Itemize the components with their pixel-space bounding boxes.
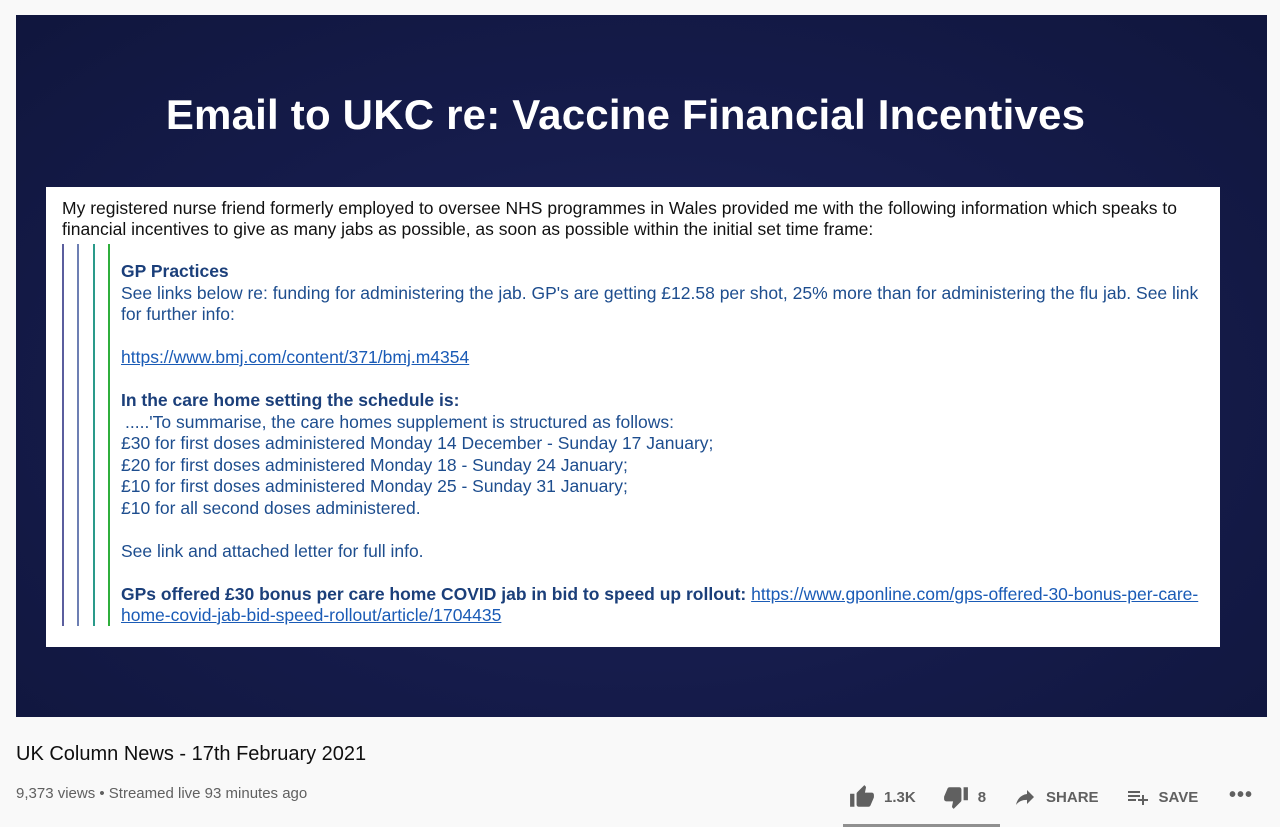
care-line: £10 for all second doses administered. bbox=[121, 497, 421, 518]
care-line: £30 for first doses administered Monday 14 December - Sunday 17 January; bbox=[121, 433, 714, 453]
thumbs-up-icon bbox=[848, 784, 876, 810]
video-title: UK Column News - 17th February 2021 bbox=[16, 743, 367, 765]
like-button[interactable] bbox=[848, 784, 916, 810]
share-button[interactable] bbox=[1012, 785, 1099, 809]
more-actions-icon[interactable]: ••• bbox=[1229, 784, 1254, 806]
thumbs-down-icon bbox=[942, 784, 970, 810]
care-heading: In the care home setting the schedule is: bbox=[121, 390, 460, 410]
dislike-count: 8 bbox=[977, 788, 987, 806]
action-bar bbox=[848, 783, 1198, 811]
video-player[interactable] bbox=[16, 15, 1267, 717]
slide-title: Email to UKC re: Vaccine Financial Incentives bbox=[165, 91, 1086, 138]
save-button[interactable] bbox=[1125, 785, 1199, 809]
quote-bar bbox=[93, 244, 95, 626]
quote-bar bbox=[108, 244, 110, 626]
email-intro: My registered nurse friend formerly employed to oversee NHS programmes in Wales provided me with the following information which speaks to financial incentives to give as many jabs as possible, as soon as possible within the initial set time frame: bbox=[62, 198, 1177, 239]
bmj-link: https://www.bmj.com/content/371/bmj.m4354 bbox=[121, 347, 470, 367]
care-line: £10 for first doses administered Monday 25 - Sunday 31 January; bbox=[121, 476, 628, 496]
video-meta: 9,373 views • Streamed live 93 minutes ago bbox=[16, 785, 308, 802]
save-label: SAVE bbox=[1158, 788, 1199, 806]
like-count: 1.3K bbox=[884, 788, 916, 806]
email-screenshot bbox=[46, 187, 1220, 647]
dislike-button[interactable] bbox=[942, 784, 986, 810]
share-label: SHARE bbox=[1046, 788, 1099, 806]
playlist-add-icon bbox=[1125, 785, 1151, 809]
gp-heading: GP Practices bbox=[121, 261, 229, 281]
share-arrow-icon bbox=[1012, 785, 1038, 809]
gp-text: See links below re: funding for administering the jab. GP's are getting £12.58 per shot, 25% more than for administering the flu jab. See link for further info: bbox=[121, 282, 1199, 324]
quote-bar bbox=[62, 244, 64, 626]
gponline-link: https://www.gponline.com/gps-offered-30-bonus-per-care-home-covid-jab-bid-speed-rollout/article/1704435 bbox=[121, 583, 1199, 625]
quoted-email bbox=[121, 261, 1211, 627]
quote-bar bbox=[77, 244, 79, 626]
care-line: £20 for first doses administered Monday 18 - Sunday 24 January; bbox=[121, 454, 628, 475]
care-line: .....'To summarise, the care homes supplement is structured as follows: bbox=[125, 411, 674, 432]
see-link-text: See link and attached letter for full info. bbox=[121, 540, 424, 561]
bonus-heading: GPs offered £30 bonus per care home COVID jab in bid to speed up rollout: bbox=[121, 583, 747, 604]
